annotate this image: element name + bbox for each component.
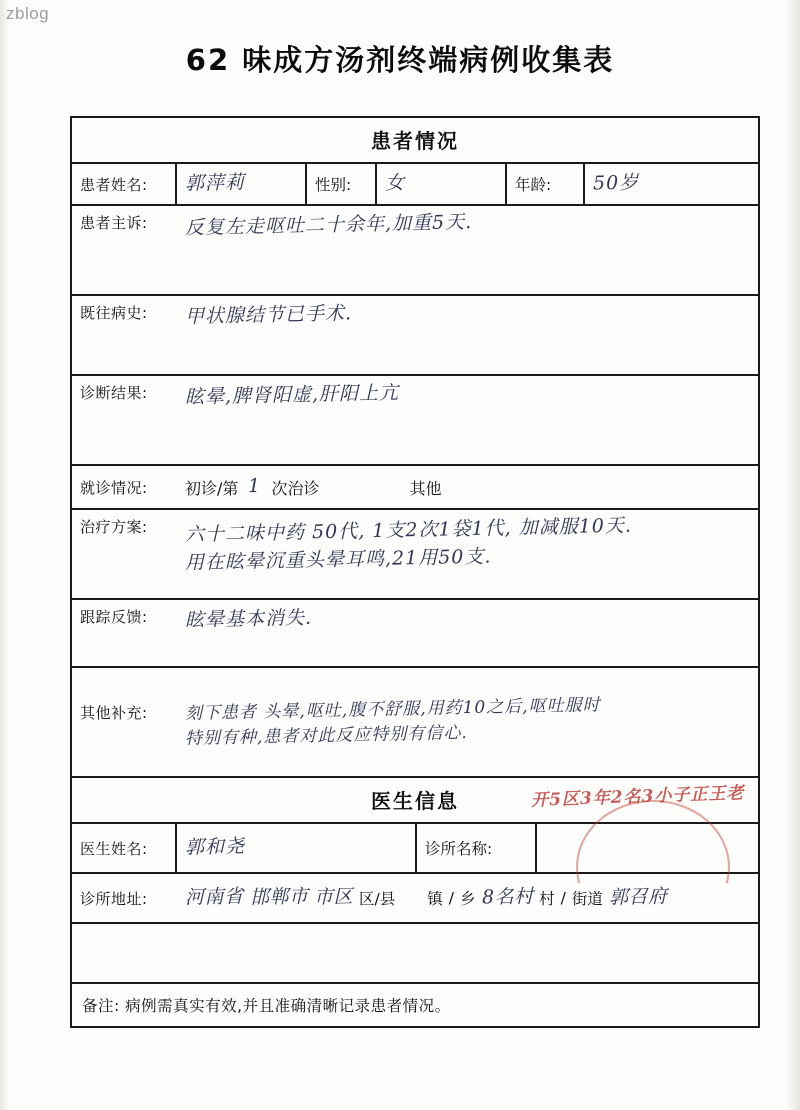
clinic-address-label: 诊所地址: bbox=[80, 889, 148, 908]
visit-row bbox=[72, 466, 758, 510]
clinic-name-value bbox=[537, 824, 758, 872]
remark-label: 备注: bbox=[82, 997, 120, 1015]
page-title: 62 味成方汤剂终端病例收集表 bbox=[185, 43, 615, 77]
address-village-label: 村 bbox=[539, 890, 555, 908]
patient-section-header: 患者情况 bbox=[371, 129, 459, 153]
diagnosis-row bbox=[72, 376, 758, 466]
doctor-name-handwriting: 郭和尧 bbox=[184, 835, 246, 859]
history-handwriting: 甲状腺结节已手术. bbox=[184, 302, 353, 328]
red-annotation: 开5区3年2名3小子正王老 bbox=[530, 783, 745, 811]
followup-label: 跟踪反馈: bbox=[80, 608, 148, 626]
treatment-handwriting-line-2: 用在眩晕沉重头晕耳鸣,21用50支. bbox=[184, 545, 492, 574]
visit-option-suffix: 次治诊 bbox=[271, 478, 320, 498]
case-collection-form bbox=[70, 116, 760, 1028]
address-street-label: 街道 bbox=[571, 890, 603, 908]
diagnosis-value bbox=[177, 376, 758, 464]
history-value bbox=[177, 296, 758, 374]
other-value bbox=[177, 668, 758, 776]
address-city-handwriting: 邯郸市 bbox=[249, 885, 309, 909]
doctor-section-header-text: 医生信息 bbox=[371, 789, 459, 813]
diagnosis-handwriting: 眩晕,脾肾阳虚,肝阳上亢 bbox=[184, 381, 400, 409]
address-street-handwriting: 郭召府 bbox=[608, 885, 668, 909]
gender-value bbox=[377, 164, 507, 204]
address-county-label: 区/县 bbox=[359, 890, 396, 908]
treatment-row bbox=[72, 510, 758, 600]
other-handwriting-line-1: 刻下患者 头晕,呕吐,腹不舒服,用药10之后,呕吐服时 bbox=[184, 695, 601, 724]
remark-row bbox=[72, 984, 758, 1026]
spacer-cell bbox=[72, 924, 758, 982]
address-township-label: 乡 bbox=[460, 890, 476, 908]
age-value bbox=[585, 164, 758, 204]
clinic-address-row bbox=[72, 874, 758, 924]
followup-row bbox=[72, 600, 758, 668]
address-province-handwriting: 河南省 bbox=[184, 885, 244, 909]
doctor-name-label: 医生姓名: bbox=[72, 824, 177, 872]
treatment-label: 治疗方案: bbox=[80, 518, 148, 536]
spacer-row bbox=[72, 924, 758, 984]
chief-complaint-value bbox=[177, 206, 758, 294]
followup-handwriting: 眩晕基本消失. bbox=[184, 606, 313, 632]
doctor-section-header bbox=[72, 778, 758, 822]
watermark: zblog bbox=[6, 4, 50, 23]
patient-name-handwriting: 郭萍莉 bbox=[184, 171, 246, 195]
history-row bbox=[72, 296, 758, 376]
other-handwriting-line-2: 特别有种,患者对此反应特别有信心. bbox=[184, 722, 469, 749]
doctor-section-header-row bbox=[72, 778, 758, 824]
address-district-handwriting: 市区 bbox=[313, 885, 354, 909]
age-handwriting: 50岁 bbox=[592, 171, 640, 195]
doctor-name-row bbox=[72, 824, 758, 874]
visit-value bbox=[177, 466, 758, 508]
chief-complaint-row bbox=[72, 206, 758, 296]
history-label: 既往病史: bbox=[80, 304, 148, 322]
clinic-name-label: 诊所名称: bbox=[417, 824, 537, 872]
visit-option-other[interactable]: 其他 bbox=[409, 478, 442, 498]
followup-value bbox=[177, 600, 758, 666]
visit-label: 就诊情况: bbox=[80, 478, 148, 497]
doctor-name-value bbox=[177, 824, 417, 872]
visit-times-handwriting: 1 bbox=[248, 475, 262, 498]
other-row bbox=[72, 668, 758, 778]
patient-name-label: 患者姓名: bbox=[72, 164, 177, 204]
gender-label: 性别: bbox=[307, 164, 377, 204]
diagnosis-label: 诊断结果: bbox=[80, 384, 148, 402]
clinic-address-value bbox=[177, 874, 758, 922]
treatment-handwriting-line-1: 六十二味中药 50代, 1支2次1袋1代, 加减服10天. bbox=[184, 514, 633, 546]
address-street-slash: / bbox=[560, 889, 566, 907]
visit-option-first[interactable]: 初诊/第 bbox=[185, 478, 239, 498]
gender-handwriting: 女 bbox=[384, 172, 406, 195]
scan-edge-left bbox=[0, 0, 10, 1110]
remark-text: 病例需真实有效,并且准确清晰记录患者情况。 bbox=[125, 997, 451, 1015]
patient-name-value bbox=[177, 164, 307, 204]
address-town-alt-label: / bbox=[448, 889, 455, 907]
patient-section-header-row bbox=[72, 118, 758, 164]
age-label: 年龄: bbox=[507, 164, 585, 204]
address-town-label: 镇 bbox=[427, 890, 443, 908]
chief-complaint-label: 患者主诉: bbox=[80, 214, 148, 232]
scan-edge-right bbox=[786, 0, 800, 1110]
address-village-handwriting: 8名村 bbox=[481, 885, 534, 909]
other-label: 其他补充: bbox=[80, 704, 148, 722]
treatment-value bbox=[177, 510, 758, 598]
patient-basic-row bbox=[72, 164, 758, 206]
chief-complaint-handwriting: 反复左走呕吐二十余年,加重5天. bbox=[184, 210, 473, 240]
remark-cell bbox=[72, 984, 758, 1026]
